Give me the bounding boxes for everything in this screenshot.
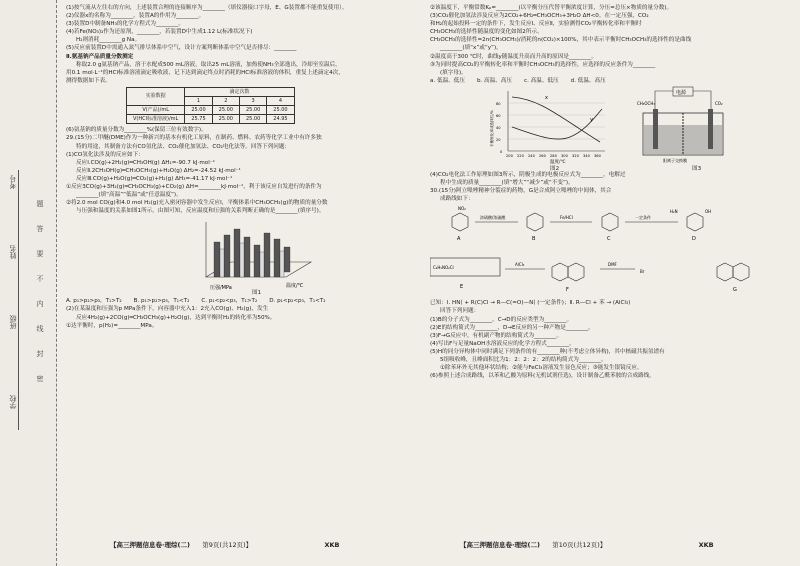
- section-heading: Ⅱ.氨基钠产品质量分数测定: [66, 53, 134, 60]
- option-b: b. 高温、高压: [476, 77, 513, 84]
- y-tick: 60: [496, 113, 501, 118]
- scheme-text: DMF: [608, 262, 617, 268]
- footer-page: 第10页(共12页)】: [552, 541, 607, 549]
- question-line: 与压强和温度的关系如图1所示。由图可知，反应温度和压强的关系判断正确的是________(填序号)。: [76, 208, 325, 215]
- right-column: [430, 4, 790, 380]
- question-line: 程中生成的质量________(填“增大”“减少”或“不变”)。: [440, 180, 574, 187]
- table-cell: V(HCl标准溶液)/mL: [127, 115, 185, 124]
- question-line: ________(填“高温”“低温”或“任意温度”)。: [76, 192, 182, 199]
- question-line: 称取2.0 g氨基钠产品，溶于水配成500 mL溶液，取出25 mL溶液，加热使NH₃全部逸出，冷却至室温后，: [76, 61, 341, 68]
- table-cell: 25.75: [185, 115, 212, 124]
- x-tick: 360: [594, 153, 601, 158]
- table-row: [127, 115, 295, 124]
- question-line: 30.(15分)阿立哌唑精神分裂症的药物，G是合成阿立哌唑的中间体，其合: [430, 188, 612, 195]
- equation-line: 反应Ⅰ.CO(g)+2H₂(g)═CH₃OH(g) ΔH₁=-90.7 kJ·mol⁻¹: [76, 159, 215, 166]
- figure-3-electrolysis-cell: [635, 85, 730, 165]
- question-line: ②将2.0 mol CO(g)和4.0 mol H₂(g)充入密闭容器中发生反应Ⅰ，平衡体系中CH₃OCH₃(g)的物质的量分数: [66, 200, 328, 207]
- options-row: [430, 77, 790, 85]
- scheme-text: Fe/HCl: [560, 215, 573, 221]
- seal-mark: 封: [36, 350, 44, 357]
- option-a: a. 低温、低压: [430, 77, 465, 84]
- table-cell: 25.00: [239, 115, 266, 124]
- equation-line: 反应Ⅲ.CO(g)+H₂O(g)═CO₂(g)+H₂(g) ΔH₃=-41.17 kJ·mol⁻¹: [76, 175, 233, 182]
- question-line: CH₃OCH₃的选择性=2n(CH₃OCH₃)/消耗的n(CO₂)×100%，其中表示平衡时CH₃OCH₃的选择性的是曲线: [430, 37, 692, 44]
- footer-page: 第9页(共12页)】: [202, 541, 253, 549]
- curve-x-label: x: [545, 94, 548, 101]
- seal-mark: 不: [36, 275, 44, 282]
- x-tick: 300: [561, 153, 568, 158]
- question-line: (2)E的结构简式为________，D→E反应的另一种产物是________。: [430, 324, 594, 331]
- power-supply-label: 电源: [676, 89, 687, 96]
- question-line: (1)B的分子式为________，C→D的反应类型为________。: [430, 316, 573, 323]
- x-tick: 240: [528, 153, 535, 158]
- question-line: (4)若Fe(NO₃)₂作为还原剂，________，若装置D中生成1.12 L(标准状况下): [66, 29, 253, 36]
- options-row: [66, 297, 406, 305]
- y-tick: 80: [496, 101, 501, 106]
- question-line: ②温度高于300 ℃时，曲线y随温度升高而升高的原因是________。: [430, 53, 597, 60]
- compound-G: G: [733, 287, 737, 294]
- scheme-text: NO₂: [458, 206, 466, 212]
- figure-2-caption: 图2: [550, 165, 560, 172]
- binding-strip: [0, 0, 57, 566]
- question-line: ①反应3CO(g)+3H₂(g)═CH₃OCH₃(g)+CO₂(g) ΔH=________kJ·mol⁻¹，利于该反应自发进行的条件为: [66, 183, 322, 190]
- scheme-text: C₂H₅NO₂Cl: [433, 265, 454, 271]
- compound-D: D: [692, 236, 696, 243]
- question-line: 5组吸收峰，且峰面积比为1：2：2：2：2的结构简式为________。: [440, 356, 607, 363]
- fig3-dme-label: CH₃OCH₃: [637, 100, 655, 106]
- scheme-text: H₂N: [670, 209, 678, 215]
- table-header: 实验数据: [127, 87, 185, 105]
- scheme-text: 浓硝酸/浓硫酸: [480, 215, 506, 221]
- equation-line: 反应Ⅱ.2CH₃OH(g)═CH₃OCH₃(g)+H₂O(g) ΔH₂=-24.52 kJ·mol⁻¹: [76, 167, 241, 174]
- footer-title: 【高三押题信息卷·理综(二): [460, 541, 540, 549]
- table-cell: 25.00: [239, 106, 266, 115]
- table-cell: 25.00: [185, 106, 212, 115]
- question-line: ________(填“x”或“y”)。: [440, 45, 502, 52]
- curve-y-label: y: [590, 116, 593, 123]
- question-line: 特的用途，其制备方法有CO氢化法、CO₂催化加氢法、CO₂电化法等。回答下列问题：: [76, 143, 291, 150]
- table-cell: 25.00: [212, 115, 239, 124]
- table-header: 4: [267, 97, 294, 106]
- compound-F: F: [566, 287, 569, 294]
- x-tick: 260: [539, 153, 546, 158]
- question-line: 反应4H₂(g)+2CO(g)═CH₃OCH₃(g)+H₂O(g)，达到平衡时H₂的转化率为50%。: [76, 314, 276, 321]
- fig2-xlabel: 温度/℃: [550, 159, 566, 165]
- fig1-axis-x: 温度/℃: [286, 283, 304, 290]
- seal-mark: 内: [36, 300, 44, 307]
- figure-1-caption: 图1: [252, 290, 262, 297]
- y-tick: 40: [496, 125, 501, 130]
- option-d: D. p₁<p₂<p₃，T₁<T₂: [269, 298, 326, 305]
- given-info: 已知：Ⅰ. HN⟨ + R(C)Cl → R—C(=O)—N⟨ (一定条件)；Ⅱ. R—Cl + 苯 → (AlCl₃): [430, 300, 631, 307]
- question-line: ②该温度下，平衡常数Kₚ=________(以平衡分压代替平衡浓度计算，分压=总压×物质的量分数)。: [430, 5, 673, 11]
- seal-mark: 密: [36, 375, 44, 382]
- table-header: 1: [185, 97, 212, 106]
- table-cell: 24.95: [267, 115, 294, 124]
- school-label: 学校: [9, 395, 17, 409]
- question-line: 测得数据如下表。: [66, 77, 111, 84]
- table-header: 2: [212, 97, 239, 106]
- footer-title: 【高三押题信息卷·理综(二): [110, 541, 190, 549]
- question-line: (填字母)。: [440, 69, 467, 76]
- y-tick: 0: [500, 149, 503, 154]
- name-label: 姓名: [9, 245, 17, 259]
- question-line: (1)按气流从左往右的方向，上述装置合理的连接顺序为________（填仪器接口字母，E、G装置都不能重复使用）。: [66, 5, 348, 11]
- x-tick: 340: [583, 153, 590, 158]
- compound-E: E: [460, 284, 464, 291]
- figures-2-3-area: [430, 85, 790, 171]
- scheme-text: AlCl₃: [515, 262, 525, 268]
- question-line: H₂则消耗________g Na。: [76, 37, 141, 44]
- question-line: CH₃OCH₃的选择性随温度的变化如图2所示。: [430, 29, 543, 36]
- question-line: (6)参照上述合成路线，以苯和乙酸为原料(无机试剂任选)，设计制备乙酰苯胺的合成路线。: [430, 373, 655, 380]
- fig2-ylabel: 平衡转化率或选择性/%: [490, 109, 494, 147]
- class-label: 班级: [9, 315, 17, 329]
- option-c: C. p₁<p₂<p₃，T₁>T₂: [201, 298, 258, 305]
- question-line: (3)F→G反应中，有机副产物的结构简式为________。: [430, 332, 563, 339]
- x-tick: 320: [572, 153, 579, 158]
- question-line: (3)装置D中制备NH₃的化学方程式为________。: [66, 21, 184, 28]
- figure-3-caption: 图3: [692, 165, 702, 172]
- option-c: c. 高温、低压: [524, 77, 559, 84]
- question-line: (6)氨基钠的质量分数为________%(保留三位有效数字)。: [66, 127, 207, 134]
- right-footer: [460, 540, 714, 549]
- synthesis-route-diagram: [430, 203, 790, 299]
- scheme-text: OH: [705, 209, 712, 215]
- footer-code: XKB: [698, 541, 714, 549]
- seal-mark: 线: [36, 325, 44, 332]
- question-line: 成路线如下：: [440, 196, 474, 203]
- left-column: [66, 4, 406, 330]
- figure-2-line-chart: [490, 87, 610, 165]
- question-line: (1)CO氢化法涉及的反应如下：: [66, 151, 144, 158]
- question-line: (4)CO₂电化法工作原理如图3所示，阴极生成的电极反应式为________，电解过: [430, 171, 626, 178]
- question-line: (4)写出F与足量NaOH水溶液反应的化学方程式________。: [430, 340, 575, 347]
- figure-1-3d-bar-chart: [186, 217, 326, 295]
- question-line: (2)仪器x的名称为________，装置A的作用为________。: [66, 13, 205, 20]
- fig1-axis-p: 压强/MPa: [210, 285, 232, 292]
- x-tick: 200: [506, 153, 513, 158]
- table-cell: 25.00: [212, 106, 239, 115]
- compound-A: A: [457, 236, 461, 243]
- option-b: B. p₁>p₂>p₃，T₁<T₂: [133, 298, 190, 305]
- compound-B: B: [532, 236, 536, 243]
- question-line: (3)CO₂催化加氢法涉及反应为2CO₂+6H₂═CH₃OCH₃+3H₂O ΔH<0。在一定压强，CO₂: [430, 13, 649, 20]
- table-header: 滴定次数: [185, 87, 294, 96]
- question-line: (5)反应前装置D中需通入氮气排尽体系中空气，设计方案判断体系中空气是否排尽：________: [66, 45, 297, 52]
- option-d: d. 低温、高压: [570, 77, 606, 84]
- synthesis-scheme: [430, 203, 790, 299]
- question-line: ①除苯环外无其他环状结构；②能与FeCl₃溶液发生显色反应；③能发生银镜反应。: [440, 365, 643, 372]
- question-line: 29.(15分)二甲醚(DME)作为一种新兴的基本有机化工原料，在制药、燃料、农药等化学工业中有许多独: [66, 135, 322, 142]
- exam-no-label: 考号: [9, 175, 17, 189]
- titration-table: [126, 87, 295, 124]
- figure-1-area: [66, 215, 406, 297]
- scheme-text: Br: [640, 269, 645, 275]
- scheme-text: 一定条件: [635, 215, 651, 221]
- seal-mark: 答: [36, 225, 44, 232]
- question-line: ③为同时提高CO₂的平衡转化率和平衡时CH₃OCH₃的选择性，应选择的反应条件为________: [430, 61, 656, 68]
- fig3-co2-label: CO₂: [715, 100, 723, 106]
- seal-mark: 要: [36, 250, 44, 257]
- footer-code: XKB: [324, 541, 340, 549]
- compound-C: C: [607, 236, 611, 243]
- question-line: 用0.1 mol·L⁻¹的HCl标准溶液滴定吸收液，记下达到滴定终点时消耗的HCl标准溶液的体积，重复上述滴定4次，: [66, 69, 344, 76]
- question-line: (5)H的同分异构体中同时满足下列条件的有________种(不考虑立体异构)，其中核磁共振氢谱有: [430, 348, 665, 355]
- table-row: [127, 106, 295, 115]
- curve-x: [512, 94, 600, 142]
- y-tick: 20: [496, 137, 501, 142]
- table-cell: 25.00: [267, 106, 294, 115]
- x-tick: 220: [517, 153, 524, 158]
- info-line: [18, 170, 19, 430]
- seal-mark: 题: [36, 200, 44, 207]
- question-line: ①达平衡时，p(H₂)=________MPa。: [66, 322, 158, 329]
- question-line: 和H₂的起始投料一定的条件下，发生反应Ⅰ、反应Ⅱ，实验测得CO₂平衡转化率和平衡时: [430, 21, 642, 28]
- x-tick: 280: [550, 153, 557, 158]
- table-header: 3: [239, 97, 266, 106]
- question-line: (2)在某温度和压强为p MPa条件下，向容器中充入1：2充入CO(g)、H₂(g)，发生: [66, 306, 269, 313]
- left-footer: [110, 540, 339, 549]
- fig3-membrane-label: 阳离子交换膜: [663, 157, 687, 163]
- question-line: 回答下列问题：: [440, 308, 480, 315]
- option-a: A. p₁>p₂>p₃，T₁>T₂: [66, 298, 122, 305]
- table-cell: V(产品)/mL: [127, 106, 185, 115]
